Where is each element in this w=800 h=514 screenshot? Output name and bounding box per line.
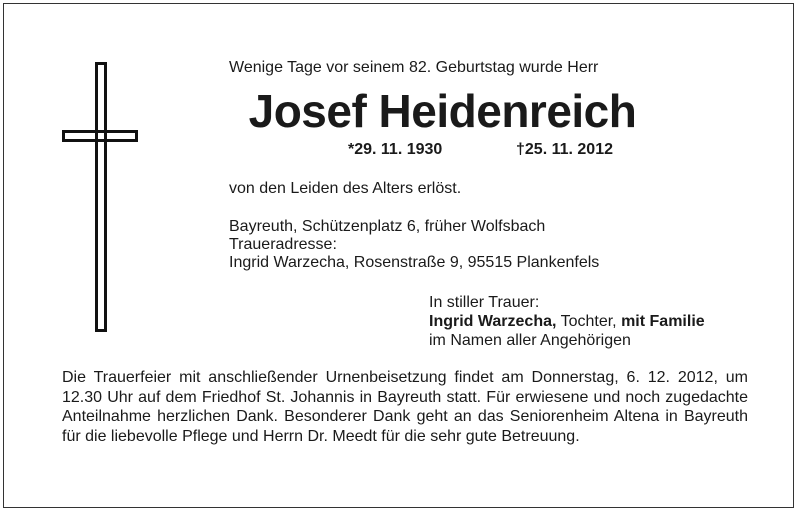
mourner-name: Ingrid Warzecha, — [429, 313, 557, 330]
mourners-block — [429, 293, 705, 350]
mourner-family: mit Familie — [621, 313, 705, 330]
mourning-address: Ingrid Warzecha, Rosenstraße 9, 95515 Plankenfels — [229, 254, 600, 271]
mourners-all-relatives: im Namen aller Angehörigen — [429, 332, 631, 349]
death-date: †25. 11. 2012 — [516, 141, 613, 158]
mourner-relation: Tochter, — [556, 313, 622, 330]
mourners-heading: In stiller Trauer: — [429, 294, 540, 311]
ceremony-text: Die Trauerfeier mit anschließender Urnenbeisetzung findet am Donnerstag, 6. 12. 2012, um 12.30 Uhr auf dem Friedhof St. Johannis in Bayreuth statt. Für erwiesene und noch zugedachte Anteilnahme herzlichen Dank. Besonderer Dank geht an das Seniorenheim Altena in Bayreuth für die liebevolle Pflege und Herrn Dr. Meedt für die sehr gute Betreuung. — [62, 369, 748, 445]
mourners-line — [429, 312, 705, 331]
intro-text: Wenige Tage vor seinem 82. Geburtstag wurde Herr — [229, 59, 599, 76]
mourning-address-label: Traueradresse: — [229, 236, 337, 253]
birth-date: *29. 11. 1930 — [348, 141, 443, 158]
deceased-name: Josef Heidenreich — [248, 85, 637, 137]
address-block — [229, 218, 599, 272]
relief-text: von den Leiden des Alters erlöst. — [229, 180, 462, 197]
obituary-notice — [3, 3, 794, 508]
residence-line: Bayreuth, Schützenplatz 6, früher Wolfsbach — [229, 218, 546, 235]
